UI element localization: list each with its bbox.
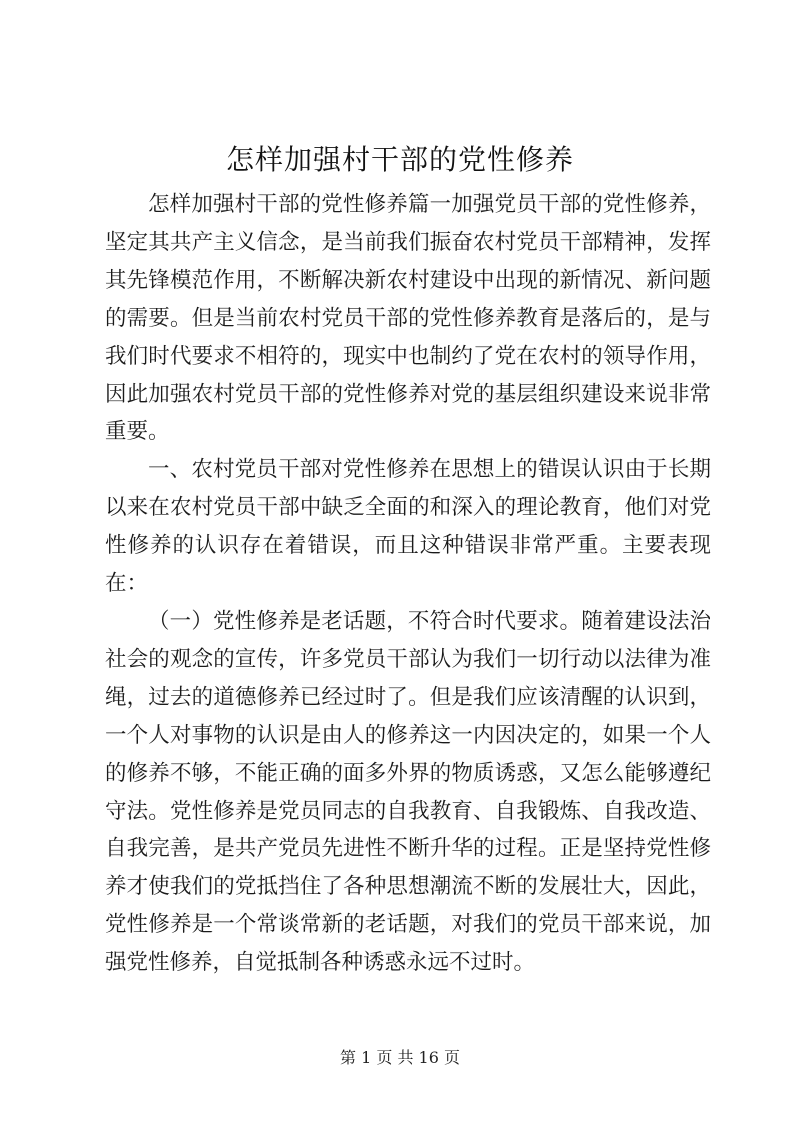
document-body <box>105 186 711 982</box>
paragraph-subsection-one: （一）党性修养是老话题，不符合时代要求。随着建设法治社会的观念的宣传，许多党员干部认为我们一切行动以法律为准绳，过去的道德修养已经过时了。但是我们应该清醒的认识到，一个人对事物的认识是由人的修养这一内因决定的，如果一个人的修养不够，不能正确的面多外界的物质诱惑，又怎么能够遵纪守法。党性修养是党员同志的自我教育、自我锻炼、自我改造、自我完善，是共产党员先进性不断升华的过程。正是坚持党性修养才使我们的党抵挡住了各种思想潮流不断的发展壮大，因此，党性修养是一个常谈常新的老话题，对我们的党员干部来说，加强党性修养，自觉抵制各种诱惑永远不过时。 <box>105 608 711 976</box>
page-number-footer: 第 1 页 共 16 页 <box>340 1048 460 1067</box>
document-title: 怎样加强村干部的党性修养 <box>225 143 574 176</box>
paragraph-section-one: 一、农村党员干部对党性修养在思想上的错误认识由于长期以来在农村党员干部中缺乏全面的和深入的理论教育，他们对党性修养的认识存在着错误，而且这种错误非常严重。主要表现在： <box>105 457 711 597</box>
paragraph-intro: 怎样加强村干部的党性修养篇一加强党员干部的党性修养，坚定其共产主义信念，是当前我们振奋农村党员干部精神，发挥其先锋模范作用，不断解决新农村建设中出现的新情况、新问题的需要。但是当前农村党员干部的党性修养教育是落后的，是与我们时代要求不相符的，现实中也制约了党在农村的领导作用，因此加强农村党员干部的党性修养对党的基层组织建设来说非常重要。 <box>105 192 711 445</box>
